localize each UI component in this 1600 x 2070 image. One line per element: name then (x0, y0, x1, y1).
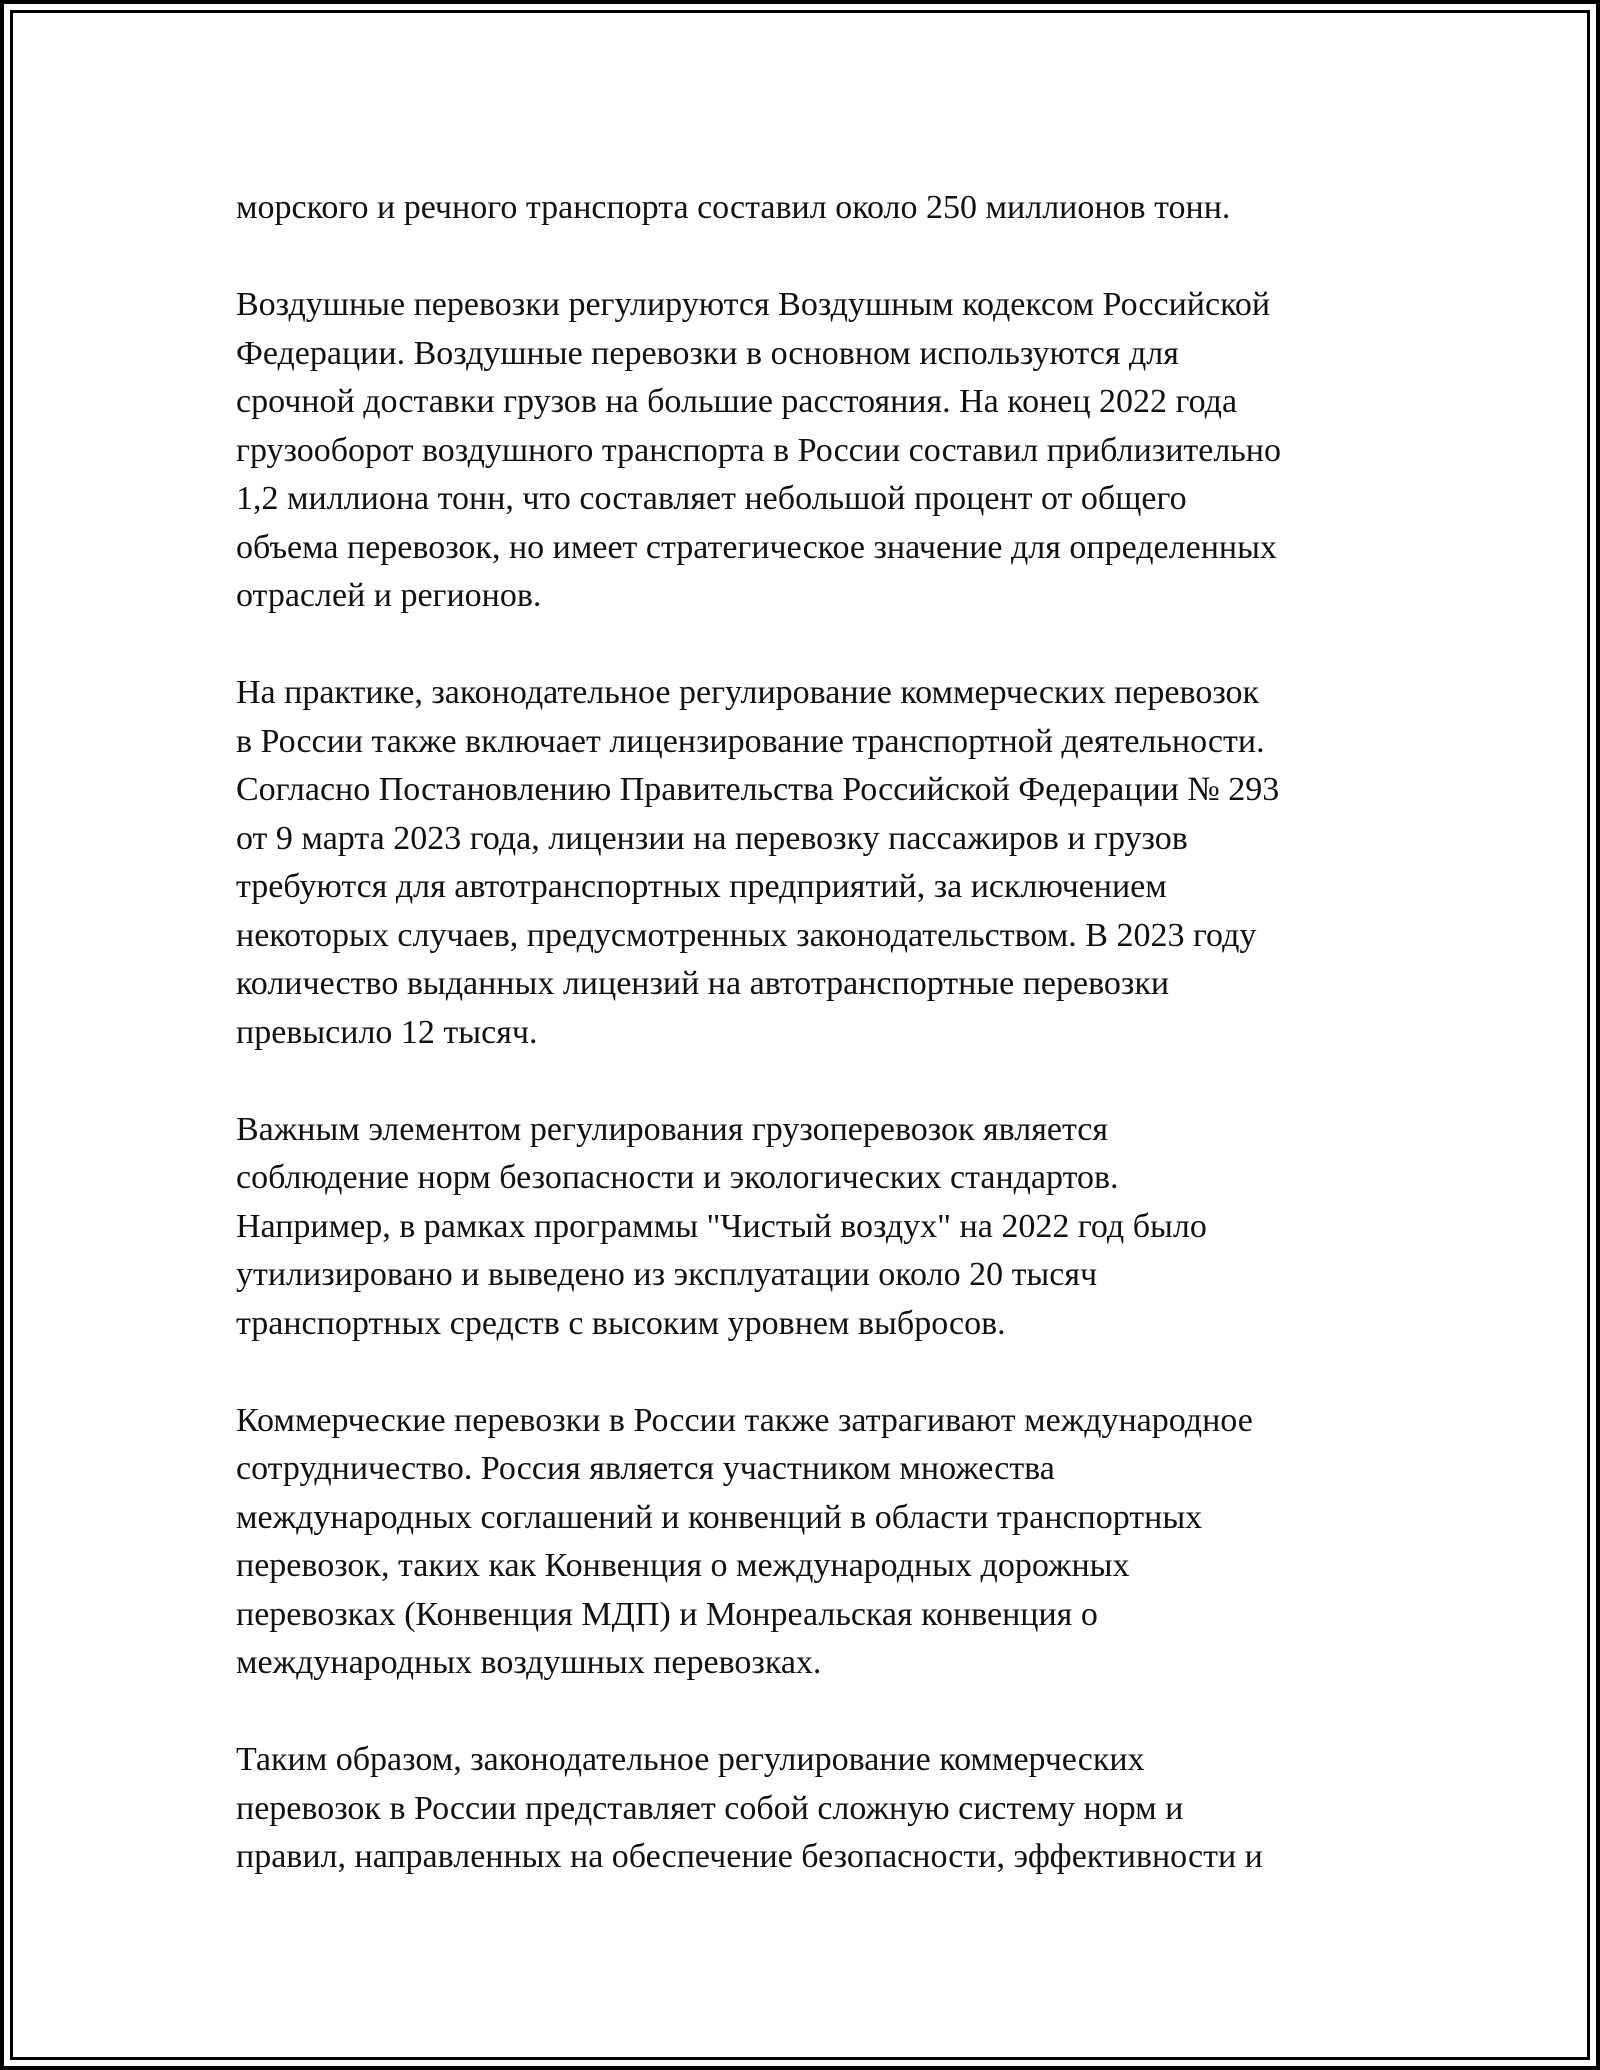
text-line: объема перевозок, но имеет стратегическое значение для определенных (236, 528, 1277, 566)
text-line: международных соглашений и конвенций в области транспортных (236, 1498, 1203, 1536)
text-line: требуются для автотранспортных предприятий, за исключением (236, 868, 1167, 905)
text-line: Согласно Постановлению Правительства Российской Федерации № 293 (236, 771, 1280, 808)
text-line: перевозок в России представляет собой сложную систему норм и (236, 1789, 1184, 1827)
text-line: Таким образом, законодательное регулирование коммерческих (236, 1741, 1145, 1778)
text-line: Воздушные перевозки регулируются Воздушным кодексом Российской (236, 286, 1271, 323)
text-line: грузооборот воздушного транспорта в России составил приблизительно (236, 431, 1282, 469)
text-line: правил, направленных на обеспечение безопасности, эффективности и (236, 1838, 1263, 1875)
text-line: Коммерческие перевозки в России также затрагивают международное (236, 1401, 1253, 1439)
text-line: перевозках (Конвенция МДП) и Монреальская конвенция о (236, 1595, 1098, 1633)
paragraph (236, 1736, 1386, 1882)
text-line: в России также включает лицензирование транспортной деятельности. (236, 722, 1265, 760)
text-line: отраслей и регионов. (236, 577, 542, 614)
paragraph (236, 669, 1386, 1057)
paragraph (236, 281, 1386, 621)
paragraph (236, 1106, 1386, 1349)
text-line: Важным элементом регулирования грузоперевозок является (236, 1110, 1108, 1148)
text-line: транспортных средств с высоким уровнем выбросов. (236, 1304, 1006, 1342)
text-line: от 9 марта 2023 года, лицензии на перевозку пассажиров и грузов (236, 819, 1188, 857)
text-line: На практике, законодательное регулирование коммерческих перевозок (236, 674, 1260, 711)
text-line: утилизировано и выведено из эксплуатации около 20 тысяч (236, 1256, 1098, 1293)
paragraph (236, 184, 1386, 233)
document-body (236, 184, 1386, 1930)
text-line: превысило 12 тысяч. (236, 1013, 538, 1051)
text-line: Например, в рамках программы "Чистый воздух" на 2022 год было (236, 1207, 1207, 1245)
text-line: перевозок, таких как Конвенция о международных дорожных (236, 1547, 1130, 1584)
text-line: некоторых случаев, предусмотренных законодательством. В 2023 году (236, 916, 1257, 954)
text-line: Федерации. Воздушные перевозки в основном используются для (236, 334, 1179, 372)
text-line: срочной доставки грузов на большие расстояния. На конец 2022 года (236, 383, 1238, 420)
text-line: морского и речного транспорта составил около 250 миллионов тонн. (236, 189, 1231, 226)
text-line: количество выданных лицензий на автотранспортные перевозки (236, 965, 1170, 1002)
text-line: соблюдение норм безопасности и экологических стандартов. (236, 1159, 1119, 1196)
text-line: сотрудничество. Россия является участником множества (236, 1450, 1055, 1487)
paragraph (236, 1397, 1386, 1688)
text-line: 1,2 миллиона тонн, что составляет небольшой процент от общего (236, 480, 1187, 517)
text-line: международных воздушных перевозках. (236, 1644, 822, 1681)
